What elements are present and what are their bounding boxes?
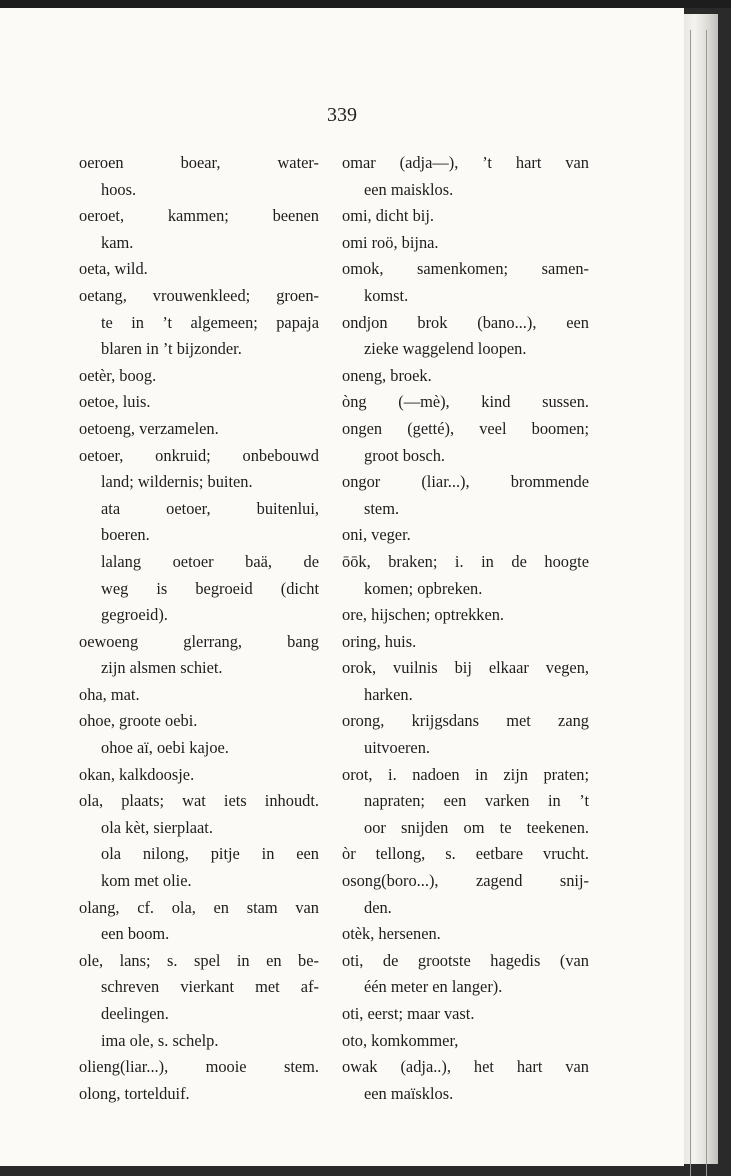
dictionary-line: ongen (getté), veel boomen; — [342, 418, 589, 438]
right-column — [342, 150, 589, 1107]
dictionary-line: oeroet, kammen; beenen — [79, 206, 319, 226]
dictionary-line: osong(boro...), zagend snij- — [342, 871, 589, 891]
dictionary-line: ongor (liar...), brommende — [342, 472, 589, 492]
dictionary-line: hoos. — [101, 179, 137, 199]
dictionary-line: ondjon brok (bano...), een — [342, 312, 589, 332]
dictionary-line: òr tellong, s. eetbare vrucht. — [342, 844, 589, 864]
dictionary-line: den. — [364, 897, 392, 917]
dictionary-line: ole, lans; s. spel in en be- — [79, 950, 319, 970]
dictionary-line: ohoe aï, oebi kajoe. — [101, 738, 229, 758]
dictionary-line: oring, huis. — [342, 631, 417, 651]
dictionary-line: harken. — [364, 684, 413, 704]
dictionary-line: oetang, vrouwenkleed; groen- — [79, 285, 319, 305]
dictionary-line: oti, de grootste hagedis (van — [342, 950, 589, 970]
dictionary-line: oetoe, luis. — [79, 392, 151, 412]
dictionary-line: één meter en langer). — [364, 977, 503, 997]
dictionary-line: deelingen. — [101, 1004, 169, 1023]
dictionary-line: ata oetoer, buitenlui, — [101, 498, 319, 518]
dictionary-line: kam. — [101, 232, 134, 252]
page-number: 339 — [327, 104, 357, 126]
gutter-line — [706, 30, 707, 1176]
dictionary-line: ola, plaats; wat iets inhoudt. — [79, 791, 319, 811]
dictionary-line: kom met olie. — [101, 871, 192, 891]
dictionary-line: komen; opbreken. — [364, 578, 483, 598]
dictionary-line: orot, i. nadoen in zijn praten; — [342, 764, 589, 784]
dictionary-line: olong, tortelduif. — [79, 1083, 190, 1103]
dictionary-line: oetèr, boog. — [79, 365, 157, 385]
scan-top-edge — [0, 0, 731, 8]
dictionary-line: uitvoeren. — [364, 738, 430, 758]
dictionary-line: oto, komkommer, — [342, 1030, 459, 1050]
dictionary-line: owak (adja..), het hart van — [342, 1057, 589, 1077]
dictionary-line: olang, cf. ola, en stam van — [79, 897, 319, 917]
dictionary-line: oni, veger. — [342, 525, 411, 545]
dictionary-line: omi, dicht bij. — [342, 206, 434, 226]
dictionary-line: oti, eerst; maar vast. — [342, 1004, 475, 1023]
dictionary-line: een maïsklos. — [364, 1083, 454, 1103]
dictionary-line: omar (adja—), ’t hart van — [342, 153, 589, 172]
dictionary-line: oneng, broek. — [342, 365, 432, 385]
page-gutter — [684, 14, 718, 1164]
dictionary-line: gegroeid). — [101, 605, 168, 625]
dictionary-line: okan, kalkdoosje. — [79, 764, 195, 784]
dictionary-line: land; wildernis; buiten. — [101, 472, 253, 492]
dictionary-line: omi roö, bijna. — [342, 232, 439, 252]
book-page — [0, 8, 684, 1166]
dictionary-line: oor snijden om te teekenen. — [364, 817, 589, 837]
dictionary-line: een maisklos. — [364, 179, 454, 199]
dictionary-line: te in ’t algemeen; papaja — [101, 312, 319, 332]
dictionary-line: napraten; een varken in ’t — [364, 791, 589, 811]
dictionary-line: schreven vierkant met af- — [101, 977, 319, 997]
dictionary-line: ola nilong, pitje in een — [101, 844, 319, 864]
dictionary-line: òng (—mè), kind sussen. — [342, 392, 589, 412]
dictionary-line: stem. — [364, 498, 400, 518]
gutter-line — [690, 30, 691, 1176]
dictionary-line: oewoeng glerrang, bang — [79, 631, 319, 651]
dictionary-line: een boom. — [101, 924, 170, 944]
dictionary-line: ore, hijschen; optrekken. — [342, 605, 505, 625]
dictionary-line: weg is begroeid (dicht — [101, 578, 319, 598]
dictionary-line: orong, krijgsdans met zang — [342, 711, 589, 731]
dictionary-line: ima ole, s. schelp. — [101, 1030, 219, 1050]
dictionary-line: otèk, hersenen. — [342, 924, 441, 944]
dictionary-line: olieng(liar...), mooie stem. — [79, 1057, 319, 1077]
dictionary-line: zieke waggelend loopen. — [364, 339, 527, 359]
dictionary-line: orok, vuilnis bij elkaar vegen, — [342, 658, 589, 678]
dictionary-line: lalang oetoer baä, de — [101, 551, 319, 571]
dictionary-line: groot bosch. — [364, 445, 446, 465]
dictionary-line: zijn alsmen schiet. — [101, 658, 223, 678]
dictionary-line: oetoer, onkruid; onbebouwd — [79, 445, 319, 465]
dictionary-line: oetoeng, verzamelen. — [79, 418, 219, 438]
dictionary-line: ohoe, groote oebi. — [79, 711, 198, 731]
dictionary-line: oeta, wild. — [79, 259, 148, 279]
dictionary-line: boeren. — [101, 525, 150, 545]
dictionary-line: oha, mat. — [79, 684, 140, 704]
dictionary-line: omok, samenkomen; samen- — [342, 259, 589, 279]
dictionary-line: komst. — [364, 285, 409, 305]
left-column — [79, 150, 319, 1107]
dictionary-line: ōōk, braken; i. in de hoogte — [342, 551, 589, 571]
dictionary-line: oeroen boear, water- — [79, 153, 319, 172]
dictionary-line: blaren in ’t bijzonder. — [101, 339, 242, 359]
dictionary-line: ola kèt, sierplaat. — [101, 817, 213, 837]
